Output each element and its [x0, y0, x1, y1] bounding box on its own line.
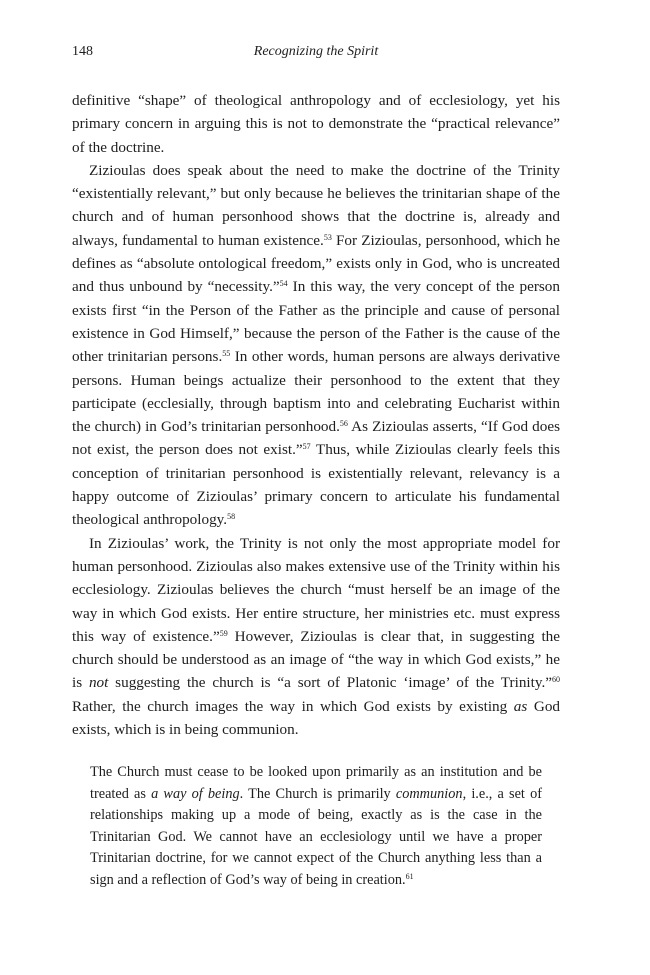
paragraph-3-text: However, Zizioulas is clear that, in suggesting the church should be understood as an image of “the way in which God exists,” he is — [72, 627, 561, 692]
footnote-ref-54: 54 — [279, 279, 288, 289]
paragraph-2-text: In other words, human persons are always derivative persons. Human beings actualize their personhood to the extent that they participate (ecclesially, through baptism into and celebrating Eucharist within the church) in God’s trinitarian personhood. — [72, 348, 560, 436]
footnote-ref-58: 58 — [227, 512, 236, 522]
paragraph-3 — [72, 532, 560, 742]
paragraph-3-text: suggesting the church is “a sort of Platonic ‘image’ of the Trinity.” — [108, 674, 552, 692]
page-number: 148 — [72, 44, 93, 59]
block-quote — [90, 762, 542, 892]
running-title: Recognizing the Spirit — [253, 44, 379, 59]
footnote-ref-53: 53 — [323, 232, 332, 242]
paragraph-3-text: In Zizioulas’ work, the Trinity is not only the most appropriate model for human personhood. Zizioulas also makes extensive use of the Trinity within his ecclesiology. Zizioulas believes the church “must herself be an image of the way in which God exists. Her entire structure, her ministries etc. must express this way of existence.” — [72, 534, 560, 645]
emphasis-not: not — [88, 674, 109, 692]
footnote-ref-57: 57 — [302, 442, 311, 452]
footnote-ref-60: 60 — [552, 675, 560, 685]
paragraph-2-text: For Zizioulas, personhood, which he defines as “absolute ontological freedom,” exists only in God, who is uncreated and thus unbound by “necessity.” — [72, 231, 561, 296]
paragraph-3-text: God exists, which is in being communion. — [72, 697, 561, 739]
paragraph-1: definitive “shape” of theological anthropology and of ecclesiology, yet his primary concern in arguing this is not to demonstrate the “practical relevance” of the doctrine. — [72, 92, 560, 156]
footnote-ref-55: 55 — [222, 349, 231, 359]
paragraph-3-text: Rather, the church images the way in which God exists by existing — [72, 697, 514, 715]
block-quote-text — [90, 762, 542, 892]
page-header — [72, 44, 560, 66]
footnote-ref-56: 56 — [339, 419, 348, 429]
emphasis-communion: communion — [395, 785, 463, 802]
footnote-ref-59: 59 — [219, 628, 228, 638]
quote-text: , i.e., a set of relationships making up a mode of being, exactly as is the case in the Trinitarian God. We cannot have an ecclesiology until we have a proper Trinitarian doctrine, for we cannot expect of the Church anything less than a sign and a reflection of God’s way of being in creation. — [90, 785, 542, 888]
paragraph-2 — [72, 159, 560, 532]
emphasis-way-of-being: a way of being — [151, 785, 240, 802]
quote-text: The Church must cease to be looked upon primarily as an institution and be treated as — [90, 764, 542, 802]
footnote-ref-61: 61 — [405, 871, 414, 881]
paragraph-2-text: As Zizioulas asserts, “If God does not exist, the person does not exist.” — [72, 418, 560, 459]
emphasis-as: as — [513, 697, 528, 715]
paragraph-2-text: In this way, the very concept of the person exists first “in the Person of the Father as the principle and cause of personal existence in God Himself,” because the person of the Father is the cause of the other trinitarian persons. — [72, 278, 560, 366]
body-text — [72, 89, 560, 741]
quote-text: . The Church is primarily — [239, 785, 396, 802]
paragraph-2-text: Thus, while Zizioulas clearly feels this conception of trinitarian personhood is existentially relevant, relevancy is a happy outcome of Zizioulas’ primary concern to articulate his fundamental theological anthropology. — [72, 441, 560, 529]
paragraph-2-text: Zizioulas does speak about the need to make the doctrine of the Trinity “existentially relevant,” but only because he believes the trinitarian shape of the church and of human personhood shows that the doctrine is, already and always, fundamental to human existence. — [72, 161, 560, 249]
